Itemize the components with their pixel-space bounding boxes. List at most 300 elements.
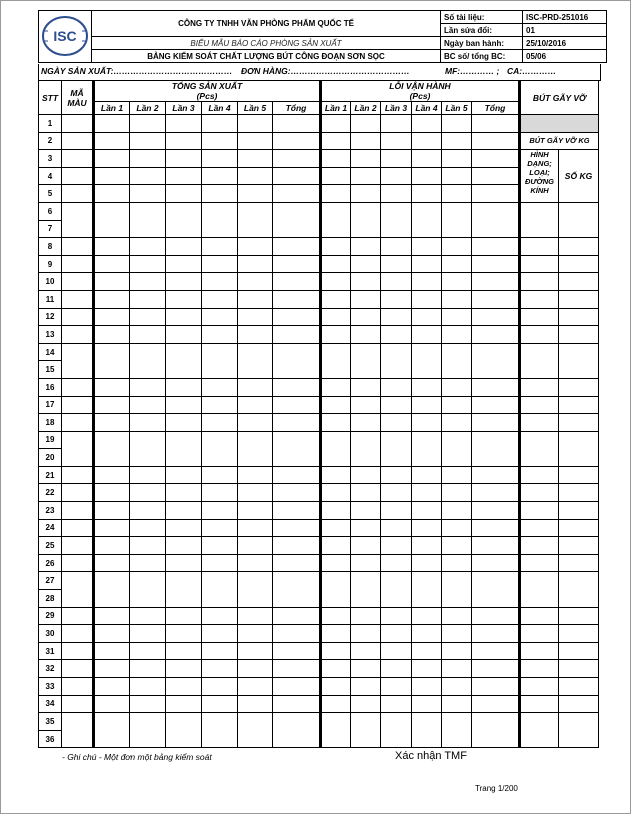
entry-cell[interactable] <box>166 414 202 432</box>
entry-cell[interactable] <box>273 378 321 396</box>
entry-cell[interactable] <box>238 167 273 185</box>
entry-cell[interactable] <box>412 238 442 256</box>
entry-cell[interactable] <box>238 466 273 484</box>
entry-cell[interactable] <box>321 290 351 308</box>
entry-cell[interactable] <box>351 414 381 432</box>
entry-cell[interactable] <box>321 466 351 484</box>
kg-entry-cell[interactable] <box>559 642 599 660</box>
entry-cell[interactable] <box>202 326 238 344</box>
entry-cell[interactable] <box>202 660 238 678</box>
entry-cell[interactable] <box>381 115 412 133</box>
entry-cell[interactable] <box>442 414 472 432</box>
entry-cell[interactable] <box>130 431 166 466</box>
shape-entry-cell[interactable] <box>520 202 559 237</box>
entry-cell[interactable] <box>351 678 381 696</box>
kg-entry-cell[interactable] <box>559 308 599 326</box>
kg-entry-cell[interactable] <box>559 713 599 748</box>
order-field[interactable]: ĐƠN HÀNG:…………………………………… <box>241 66 410 76</box>
entry-cell[interactable] <box>238 502 273 520</box>
entry-cell[interactable] <box>238 519 273 537</box>
kg-entry-cell[interactable] <box>559 466 599 484</box>
entry-cell[interactable] <box>202 378 238 396</box>
entry-cell[interactable] <box>238 185 273 203</box>
entry-cell[interactable] <box>166 554 202 572</box>
entry-cell[interactable] <box>412 554 442 572</box>
entry-cell[interactable] <box>321 308 351 326</box>
entry-cell[interactable] <box>412 378 442 396</box>
entry-cell[interactable] <box>166 185 202 203</box>
entry-cell[interactable] <box>321 414 351 432</box>
entry-cell[interactable] <box>321 519 351 537</box>
entry-cell[interactable] <box>381 607 412 625</box>
shape-entry-cell[interactable] <box>520 678 559 696</box>
entry-cell[interactable] <box>94 115 130 133</box>
entry-cell[interactable] <box>472 537 520 555</box>
entry-cell[interactable] <box>381 238 412 256</box>
entry-cell[interactable] <box>472 554 520 572</box>
entry-cell[interactable] <box>472 519 520 537</box>
entry-cell[interactable] <box>94 238 130 256</box>
entry-cell[interactable] <box>273 660 321 678</box>
entry-cell[interactable] <box>442 466 472 484</box>
entry-cell[interactable] <box>351 115 381 133</box>
entry-cell[interactable] <box>94 466 130 484</box>
entry-cell[interactable] <box>321 255 351 273</box>
shape-entry-cell[interactable] <box>520 695 559 713</box>
entry-cell[interactable] <box>130 625 166 643</box>
entry-cell[interactable] <box>94 695 130 713</box>
entry-cell[interactable] <box>273 290 321 308</box>
entry-cell[interactable] <box>442 695 472 713</box>
entry-cell[interactable] <box>472 502 520 520</box>
entry-cell[interactable] <box>321 273 351 291</box>
entry-cell[interactable] <box>273 678 321 696</box>
entry-cell[interactable] <box>412 466 442 484</box>
entry-cell[interactable] <box>202 150 238 168</box>
kg-entry-cell[interactable] <box>559 660 599 678</box>
entry-cell[interactable] <box>472 185 520 203</box>
entry-cell[interactable] <box>130 202 166 237</box>
entry-cell[interactable] <box>130 378 166 396</box>
entry-cell[interactable] <box>166 150 202 168</box>
entry-cell[interactable] <box>202 273 238 291</box>
entry-cell[interactable] <box>442 273 472 291</box>
entry-cell[interactable] <box>412 132 442 150</box>
entry-cell[interactable] <box>412 150 442 168</box>
entry-cell[interactable] <box>351 202 381 237</box>
entry-cell[interactable] <box>94 290 130 308</box>
entry-cell[interactable] <box>238 695 273 713</box>
entry-cell[interactable] <box>442 167 472 185</box>
color-code-cell[interactable] <box>62 343 94 378</box>
color-code-cell[interactable] <box>62 273 94 291</box>
entry-cell[interactable] <box>202 625 238 643</box>
entry-cell[interactable] <box>94 308 130 326</box>
production-date-field[interactable]: NGÀY SẢN XUẤT:…………………………………… <box>41 66 233 76</box>
entry-cell[interactable] <box>442 431 472 466</box>
entry-cell[interactable] <box>202 167 238 185</box>
entry-cell[interactable] <box>166 290 202 308</box>
entry-cell[interactable] <box>321 572 351 607</box>
shape-entry-cell[interactable] <box>520 378 559 396</box>
entry-cell[interactable] <box>442 678 472 696</box>
entry-cell[interactable] <box>130 572 166 607</box>
shape-entry-cell[interactable] <box>520 255 559 273</box>
entry-cell[interactable] <box>130 537 166 555</box>
entry-cell[interactable] <box>412 537 442 555</box>
entry-cell[interactable] <box>442 378 472 396</box>
entry-cell[interactable] <box>472 202 520 237</box>
entry-cell[interactable] <box>381 537 412 555</box>
entry-cell[interactable] <box>238 642 273 660</box>
shape-entry-cell[interactable] <box>520 326 559 344</box>
entry-cell[interactable] <box>472 572 520 607</box>
entry-cell[interactable] <box>381 202 412 237</box>
entry-cell[interactable] <box>130 713 166 748</box>
entry-cell[interactable] <box>412 115 442 133</box>
entry-cell[interactable] <box>130 132 166 150</box>
entry-cell[interactable] <box>94 642 130 660</box>
entry-cell[interactable] <box>238 396 273 414</box>
entry-cell[interactable] <box>130 150 166 168</box>
entry-cell[interactable] <box>381 484 412 502</box>
entry-cell[interactable] <box>321 185 351 203</box>
entry-cell[interactable] <box>351 343 381 378</box>
entry-cell[interactable] <box>273 502 321 520</box>
entry-cell[interactable] <box>238 431 273 466</box>
entry-cell[interactable] <box>321 132 351 150</box>
entry-cell[interactable] <box>273 695 321 713</box>
entry-cell[interactable] <box>238 326 273 344</box>
entry-cell[interactable] <box>94 343 130 378</box>
entry-cell[interactable] <box>321 660 351 678</box>
entry-cell[interactable] <box>130 678 166 696</box>
shape-entry-cell[interactable] <box>520 554 559 572</box>
kg-entry-cell[interactable] <box>559 343 599 378</box>
kg-entry-cell[interactable] <box>559 290 599 308</box>
shape-entry-cell[interactable] <box>520 537 559 555</box>
entry-cell[interactable] <box>238 625 273 643</box>
color-code-cell[interactable] <box>62 414 94 432</box>
entry-cell[interactable] <box>273 167 321 185</box>
entry-cell[interactable] <box>442 308 472 326</box>
entry-cell[interactable] <box>273 132 321 150</box>
entry-cell[interactable] <box>442 326 472 344</box>
entry-cell[interactable] <box>130 660 166 678</box>
entry-cell[interactable] <box>202 132 238 150</box>
entry-cell[interactable] <box>412 167 442 185</box>
entry-cell[interactable] <box>273 326 321 344</box>
color-code-cell[interactable] <box>62 484 94 502</box>
entry-cell[interactable] <box>381 290 412 308</box>
entry-cell[interactable] <box>321 484 351 502</box>
entry-cell[interactable] <box>238 572 273 607</box>
entry-cell[interactable] <box>202 343 238 378</box>
entry-cell[interactable] <box>273 273 321 291</box>
entry-cell[interactable] <box>238 414 273 432</box>
entry-cell[interactable] <box>351 326 381 344</box>
color-code-cell[interactable] <box>62 572 94 607</box>
color-code-cell[interactable] <box>62 519 94 537</box>
entry-cell[interactable] <box>472 115 520 133</box>
entry-cell[interactable] <box>381 343 412 378</box>
entry-cell[interactable] <box>442 660 472 678</box>
entry-cell[interactable] <box>412 290 442 308</box>
entry-cell[interactable] <box>238 202 273 237</box>
mf-field[interactable]: MF:………… ; <box>445 66 500 76</box>
color-code-cell[interactable] <box>62 466 94 484</box>
entry-cell[interactable] <box>130 326 166 344</box>
color-code-cell[interactable] <box>62 642 94 660</box>
entry-cell[interactable] <box>130 466 166 484</box>
entry-cell[interactable] <box>202 466 238 484</box>
entry-cell[interactable] <box>321 678 351 696</box>
entry-cell[interactable] <box>130 484 166 502</box>
entry-cell[interactable] <box>202 202 238 237</box>
color-code-cell[interactable] <box>62 115 94 133</box>
entry-cell[interactable] <box>273 150 321 168</box>
shape-entry-cell[interactable] <box>520 642 559 660</box>
entry-cell[interactable] <box>412 713 442 748</box>
entry-cell[interactable] <box>472 431 520 466</box>
entry-cell[interactable] <box>442 607 472 625</box>
entry-cell[interactable] <box>412 572 442 607</box>
entry-cell[interactable] <box>412 308 442 326</box>
entry-cell[interactable] <box>202 255 238 273</box>
entry-cell[interactable] <box>202 185 238 203</box>
entry-cell[interactable] <box>381 502 412 520</box>
entry-cell[interactable] <box>94 554 130 572</box>
color-code-cell[interactable] <box>62 502 94 520</box>
entry-cell[interactable] <box>130 273 166 291</box>
entry-cell[interactable] <box>238 132 273 150</box>
entry-cell[interactable] <box>166 502 202 520</box>
entry-cell[interactable] <box>238 678 273 696</box>
entry-cell[interactable] <box>442 115 472 133</box>
entry-cell[interactable] <box>472 238 520 256</box>
color-code-cell[interactable] <box>62 290 94 308</box>
entry-cell[interactable] <box>381 273 412 291</box>
entry-cell[interactable] <box>351 238 381 256</box>
entry-cell[interactable] <box>130 238 166 256</box>
entry-cell[interactable] <box>166 308 202 326</box>
entry-cell[interactable] <box>412 414 442 432</box>
kg-entry-cell[interactable] <box>559 326 599 344</box>
entry-cell[interactable] <box>166 132 202 150</box>
entry-cell[interactable] <box>381 554 412 572</box>
entry-cell[interactable] <box>351 378 381 396</box>
entry-cell[interactable] <box>472 273 520 291</box>
entry-cell[interactable] <box>166 326 202 344</box>
entry-cell[interactable] <box>472 607 520 625</box>
entry-cell[interactable] <box>472 167 520 185</box>
entry-cell[interactable] <box>381 642 412 660</box>
entry-cell[interactable] <box>202 414 238 432</box>
entry-cell[interactable] <box>94 519 130 537</box>
entry-cell[interactable] <box>351 607 381 625</box>
entry-cell[interactable] <box>381 308 412 326</box>
entry-cell[interactable] <box>273 202 321 237</box>
entry-cell[interactable] <box>351 660 381 678</box>
entry-cell[interactable] <box>202 554 238 572</box>
entry-cell[interactable] <box>166 378 202 396</box>
entry-cell[interactable] <box>238 343 273 378</box>
entry-cell[interactable] <box>442 537 472 555</box>
entry-cell[interactable] <box>351 642 381 660</box>
entry-cell[interactable] <box>130 308 166 326</box>
entry-cell[interactable] <box>472 132 520 150</box>
entry-cell[interactable] <box>202 519 238 537</box>
entry-cell[interactable] <box>238 607 273 625</box>
entry-cell[interactable] <box>94 378 130 396</box>
entry-cell[interactable] <box>130 502 166 520</box>
kg-entry-cell[interactable] <box>559 519 599 537</box>
entry-cell[interactable] <box>321 238 351 256</box>
entry-cell[interactable] <box>166 642 202 660</box>
entry-cell[interactable] <box>94 150 130 168</box>
kg-entry-cell[interactable] <box>559 273 599 291</box>
entry-cell[interactable] <box>273 625 321 643</box>
entry-cell[interactable] <box>321 167 351 185</box>
entry-cell[interactable] <box>381 519 412 537</box>
entry-cell[interactable] <box>130 642 166 660</box>
entry-cell[interactable] <box>202 678 238 696</box>
entry-cell[interactable] <box>351 554 381 572</box>
entry-cell[interactable] <box>273 343 321 378</box>
entry-cell[interactable] <box>238 150 273 168</box>
entry-cell[interactable] <box>202 484 238 502</box>
entry-cell[interactable] <box>94 678 130 696</box>
entry-cell[interactable] <box>412 202 442 237</box>
entry-cell[interactable] <box>202 713 238 748</box>
color-code-cell[interactable] <box>62 537 94 555</box>
color-code-cell[interactable] <box>62 625 94 643</box>
shape-entry-cell[interactable] <box>520 290 559 308</box>
shape-entry-cell[interactable] <box>520 238 559 256</box>
kg-entry-cell[interactable] <box>559 202 599 237</box>
entry-cell[interactable] <box>351 572 381 607</box>
entry-cell[interactable] <box>351 273 381 291</box>
entry-cell[interactable] <box>166 255 202 273</box>
entry-cell[interactable] <box>321 607 351 625</box>
entry-cell[interactable] <box>472 396 520 414</box>
shape-entry-cell[interactable] <box>520 273 559 291</box>
entry-cell[interactable] <box>202 642 238 660</box>
entry-cell[interactable] <box>412 660 442 678</box>
entry-cell[interactable] <box>472 308 520 326</box>
entry-cell[interactable] <box>202 431 238 466</box>
entry-cell[interactable] <box>351 150 381 168</box>
entry-cell[interactable] <box>351 625 381 643</box>
entry-cell[interactable] <box>130 519 166 537</box>
kg-entry-cell[interactable] <box>559 238 599 256</box>
entry-cell[interactable] <box>166 273 202 291</box>
entry-cell[interactable] <box>202 115 238 133</box>
entry-cell[interactable] <box>273 255 321 273</box>
shift-field[interactable]: CA:………… <box>507 66 557 76</box>
entry-cell[interactable] <box>412 625 442 643</box>
entry-cell[interactable] <box>202 572 238 607</box>
entry-cell[interactable] <box>130 290 166 308</box>
color-code-cell[interactable] <box>62 695 94 713</box>
entry-cell[interactable] <box>273 185 321 203</box>
entry-cell[interactable] <box>238 238 273 256</box>
entry-cell[interactable] <box>412 484 442 502</box>
entry-cell[interactable] <box>321 202 351 237</box>
shape-entry-cell[interactable] <box>520 519 559 537</box>
entry-cell[interactable] <box>381 255 412 273</box>
color-code-cell[interactable] <box>62 678 94 696</box>
entry-cell[interactable] <box>381 625 412 643</box>
entry-cell[interactable] <box>412 255 442 273</box>
entry-cell[interactable] <box>130 554 166 572</box>
entry-cell[interactable] <box>442 202 472 237</box>
entry-cell[interactable] <box>130 343 166 378</box>
entry-cell[interactable] <box>94 414 130 432</box>
entry-cell[interactable] <box>273 537 321 555</box>
color-code-cell[interactable] <box>62 150 94 168</box>
entry-cell[interactable] <box>166 484 202 502</box>
entry-cell[interactable] <box>321 343 351 378</box>
entry-cell[interactable] <box>238 115 273 133</box>
entry-cell[interactable] <box>351 484 381 502</box>
entry-cell[interactable] <box>202 238 238 256</box>
entry-cell[interactable] <box>472 150 520 168</box>
entry-cell[interactable] <box>321 502 351 520</box>
entry-cell[interactable] <box>321 431 351 466</box>
shape-entry-cell[interactable] <box>520 713 559 748</box>
entry-cell[interactable] <box>472 678 520 696</box>
color-code-cell[interactable] <box>62 202 94 237</box>
entry-cell[interactable] <box>472 378 520 396</box>
entry-cell[interactable] <box>94 537 130 555</box>
entry-cell[interactable] <box>130 167 166 185</box>
entry-cell[interactable] <box>166 343 202 378</box>
entry-cell[interactable] <box>94 396 130 414</box>
shape-entry-cell[interactable] <box>520 502 559 520</box>
entry-cell[interactable] <box>130 255 166 273</box>
entry-cell[interactable] <box>238 713 273 748</box>
entry-cell[interactable] <box>412 642 442 660</box>
kg-entry-cell[interactable] <box>559 378 599 396</box>
color-code-cell[interactable] <box>62 132 94 150</box>
entry-cell[interactable] <box>166 238 202 256</box>
entry-cell[interactable] <box>273 607 321 625</box>
kg-entry-cell[interactable] <box>559 625 599 643</box>
entry-cell[interactable] <box>442 519 472 537</box>
entry-cell[interactable] <box>130 695 166 713</box>
entry-cell[interactable] <box>166 625 202 643</box>
color-code-cell[interactable] <box>62 396 94 414</box>
entry-cell[interactable] <box>273 115 321 133</box>
entry-cell[interactable] <box>381 572 412 607</box>
entry-cell[interactable] <box>472 484 520 502</box>
kg-entry-cell[interactable] <box>559 554 599 572</box>
entry-cell[interactable] <box>381 185 412 203</box>
entry-cell[interactable] <box>381 132 412 150</box>
entry-cell[interactable] <box>412 431 442 466</box>
entry-cell[interactable] <box>202 290 238 308</box>
entry-cell[interactable] <box>238 537 273 555</box>
entry-cell[interactable] <box>238 378 273 396</box>
entry-cell[interactable] <box>166 466 202 484</box>
kg-entry-cell[interactable] <box>559 695 599 713</box>
color-code-cell[interactable] <box>62 713 94 748</box>
entry-cell[interactable] <box>238 660 273 678</box>
color-code-cell[interactable] <box>62 308 94 326</box>
entry-cell[interactable] <box>472 255 520 273</box>
entry-cell[interactable] <box>472 660 520 678</box>
